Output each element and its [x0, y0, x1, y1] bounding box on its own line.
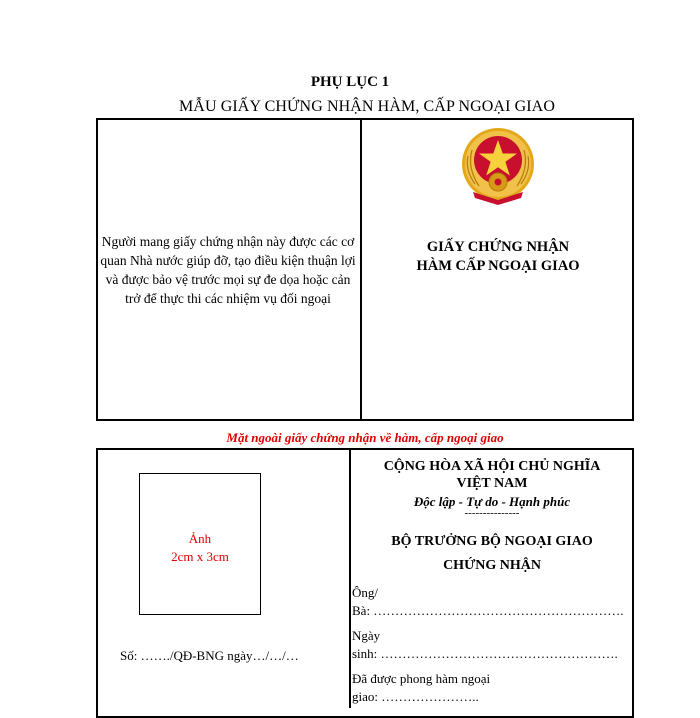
front-title-line-2: HÀM CẤP NGOẠI GIAO	[416, 258, 580, 274]
decision-number-line: Số: ……./QĐ-BNG ngày…/…/…	[120, 648, 299, 663]
country-name	[352, 458, 632, 492]
photo-label-line-1: Ảnh	[188, 531, 212, 546]
front-cover-notice: Người mang giấy chứng nhận này được các cơ quan Nhà nước giúp đỡ, tạo điều kiện thuận lợi và được bảo vệ trước mọi sự đe dọa hoặc cản trở để thực thi các nhiệm vụ đối ngoại	[100, 234, 356, 306]
front-cover-title	[362, 238, 634, 276]
country-name-line-1: CỘNG HÒA XÃ HỘI CHỦ NGHĨA	[383, 459, 601, 474]
national-emblem-icon	[455, 126, 541, 206]
motto-rule: ---------------	[464, 507, 520, 519]
country-name-line-2: VIỆT NAM	[456, 476, 528, 491]
rank-field-value: giao: …………………..	[352, 689, 479, 704]
appendix-title: PHỤ LỤC 1	[310, 74, 390, 90]
dob-field-value: sinh: ……………………………………………….	[352, 646, 618, 661]
name-field-value: Bà: ………………………………………………….	[352, 603, 624, 618]
ministry-title: BỘ TRƯỞNG BỘ NGOẠI GIAO	[391, 534, 593, 549]
document-subtitle: MẪU GIẤY CHỨNG NHẬN HÀM, CẤP NGOẠI GIAO	[178, 98, 555, 115]
certifies-heading: CHỨNG NHẬN	[443, 558, 541, 573]
dob-field-label: Ngày	[352, 628, 381, 643]
front-cover-caption: Mặt ngoài giấy chứng nhận về hàm, cấp ngoại giao	[226, 430, 504, 445]
photo-label-line-2: 2cm x 3cm	[171, 549, 229, 564]
name-field-label: Ông/	[352, 585, 378, 600]
front-title-line-1: GIẤY CHỨNG NHẬN	[426, 239, 570, 255]
national-motto: Độc lập - Tự do - Hạnh phúc	[413, 494, 571, 509]
inside-cover-divider	[349, 448, 351, 708]
rank-field-label: Đã được phong hàm ngoại	[352, 671, 491, 686]
photo-placeholder-label	[139, 530, 261, 566]
